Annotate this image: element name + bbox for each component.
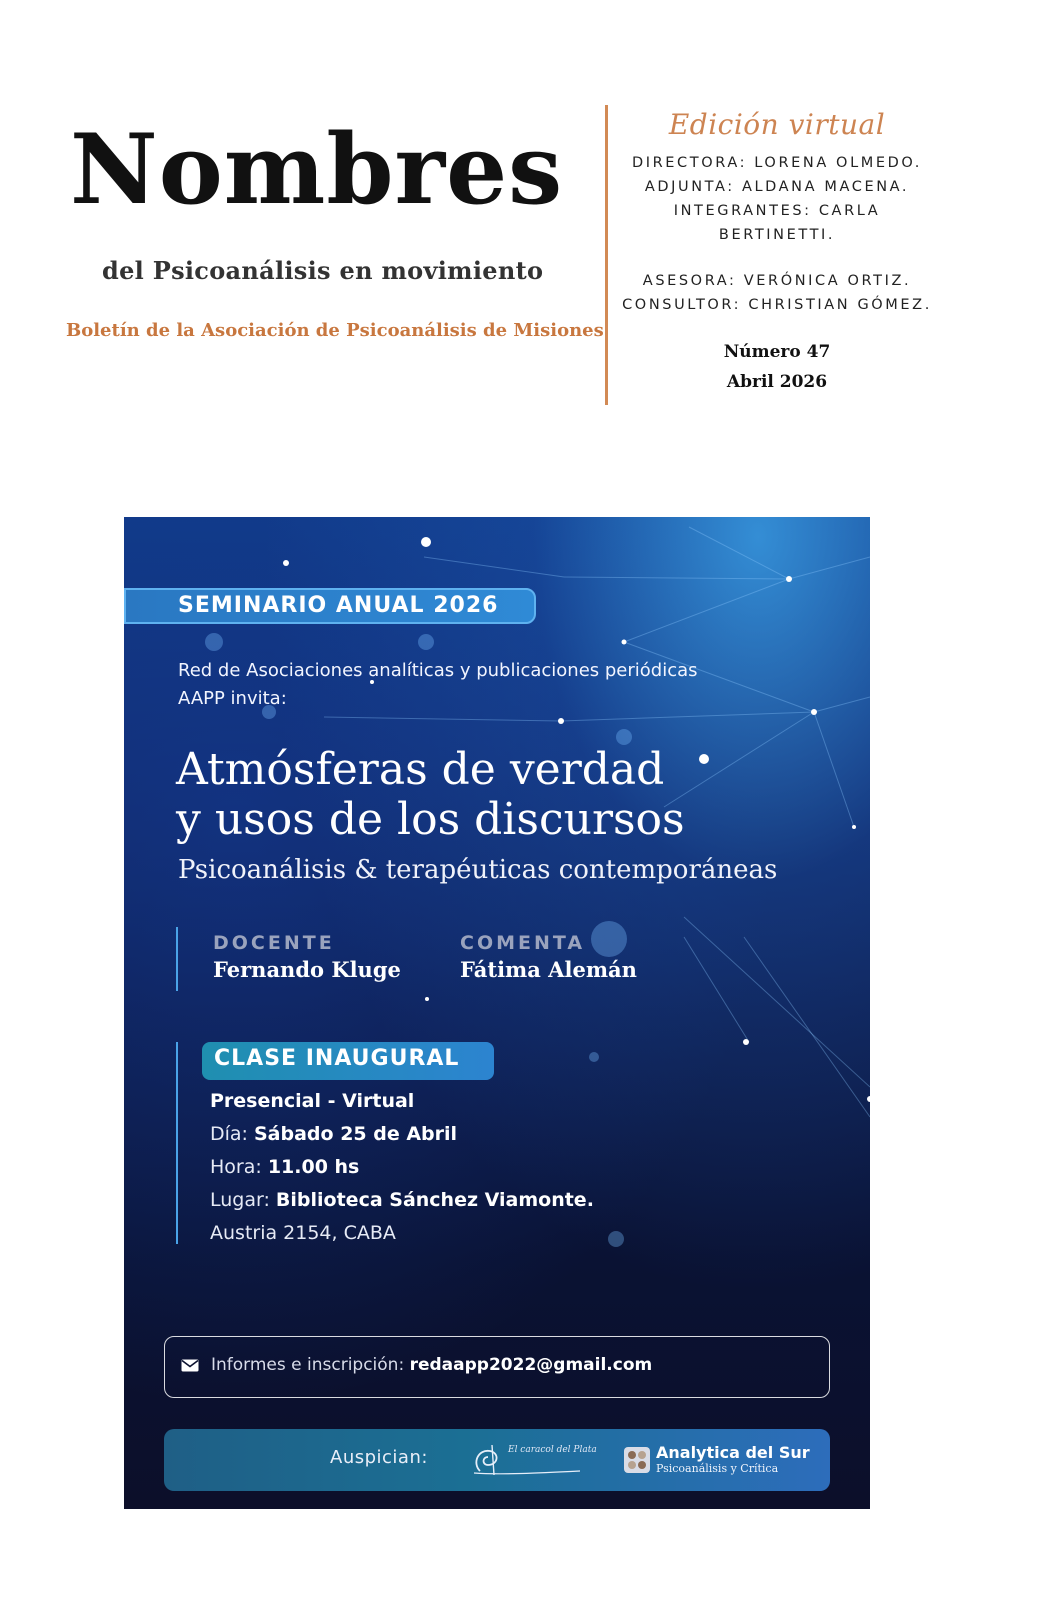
docente-label: DOCENTE (213, 932, 335, 954)
contact-email[interactable]: redaapp2022@gmail.com (409, 1355, 653, 1375)
masthead-title: Nombres (70, 113, 564, 226)
details-accent-line (176, 1042, 178, 1244)
staff-line: INTEGRANTES: CARLA (673, 203, 881, 219)
title-line: y usos de los discursos (176, 794, 685, 845)
dia-label: Día: (210, 1123, 254, 1145)
event-details (210, 1085, 594, 1250)
staff-line: ADJUNTA: ALDANA MACENA. (644, 179, 910, 195)
seminar-subtitle: Psicoanálisis & terapéuticas contemporáneas (178, 855, 778, 885)
contact-text (211, 1355, 652, 1375)
staff-line: BERTINETTI. (718, 227, 836, 243)
bulletin-subtitle: Boletín de la Asociación de Psicoanálisis de Misiones (66, 320, 604, 341)
masthead-block (0, 0, 605, 420)
seminar-tag-label: SEMINARIO ANUAL 2026 (178, 593, 499, 618)
masthead-tagline: del Psicoanálisis en movimiento (102, 256, 544, 285)
address: Austria 2154, CABA (210, 1222, 396, 1244)
invite-line: Red de Asociaciones analíticas y publicaciones periódicas (178, 660, 698, 681)
analytica-logo-icon (624, 1447, 650, 1473)
sponsors-bar (164, 1429, 830, 1491)
envelope-icon (181, 1359, 199, 1372)
header-divider (605, 105, 608, 405)
advisor-line: CONSULTOR: CHRISTIAN GÓMEZ. (622, 297, 932, 313)
title-line: Atmósferas de verdad (176, 744, 665, 795)
seminar-title (176, 745, 836, 845)
contact-box (164, 1336, 830, 1398)
contact-label: Informes e inscripción: (211, 1355, 410, 1375)
invite-line: AAPP invita: (178, 688, 287, 709)
sponsor2-sub: Psicoanálisis y Crítica (656, 1462, 779, 1475)
issue-info (612, 337, 942, 397)
hora-value: 11.00 hs (267, 1156, 360, 1178)
seminar-tag (124, 588, 536, 624)
issue-date: Abril 2026 (726, 372, 828, 392)
staff-line: DIRECTORA: LORENA OLMEDO. (631, 155, 923, 171)
edition-label: Edición virtual (668, 108, 886, 141)
comenta-name: Fátima Alemán (460, 957, 637, 982)
seminar-poster (124, 517, 870, 1509)
dia-value: Sábado 25 de Abril (254, 1123, 458, 1145)
staff-list (612, 151, 942, 317)
hora-label: Hora: (210, 1156, 268, 1178)
sponsor2-name: Analytica del Sur (656, 1443, 810, 1462)
sponsors-label: Auspician: (330, 1447, 428, 1468)
lugar-value: Biblioteca Sánchez Viamonte. (275, 1189, 594, 1211)
staff-block (612, 108, 942, 397)
advisor-line: ASESORA: VERÓNICA ORTIZ. (642, 273, 912, 289)
people-accent-line (176, 927, 178, 991)
clase-inaugural-tag (202, 1042, 494, 1080)
docente-name: Fernando Kluge (213, 957, 401, 982)
modality: Presencial - Virtual (210, 1090, 415, 1112)
invite-text (178, 657, 828, 713)
clase-inaugural-label: CLASE INAUGURAL (214, 1046, 460, 1071)
lugar-label: Lugar: (210, 1189, 276, 1211)
comenta-label: COMENTA (460, 932, 586, 954)
issue-number: Número 47 (723, 342, 831, 362)
sponsor1-text: El caracol del Plata (508, 1445, 597, 1455)
